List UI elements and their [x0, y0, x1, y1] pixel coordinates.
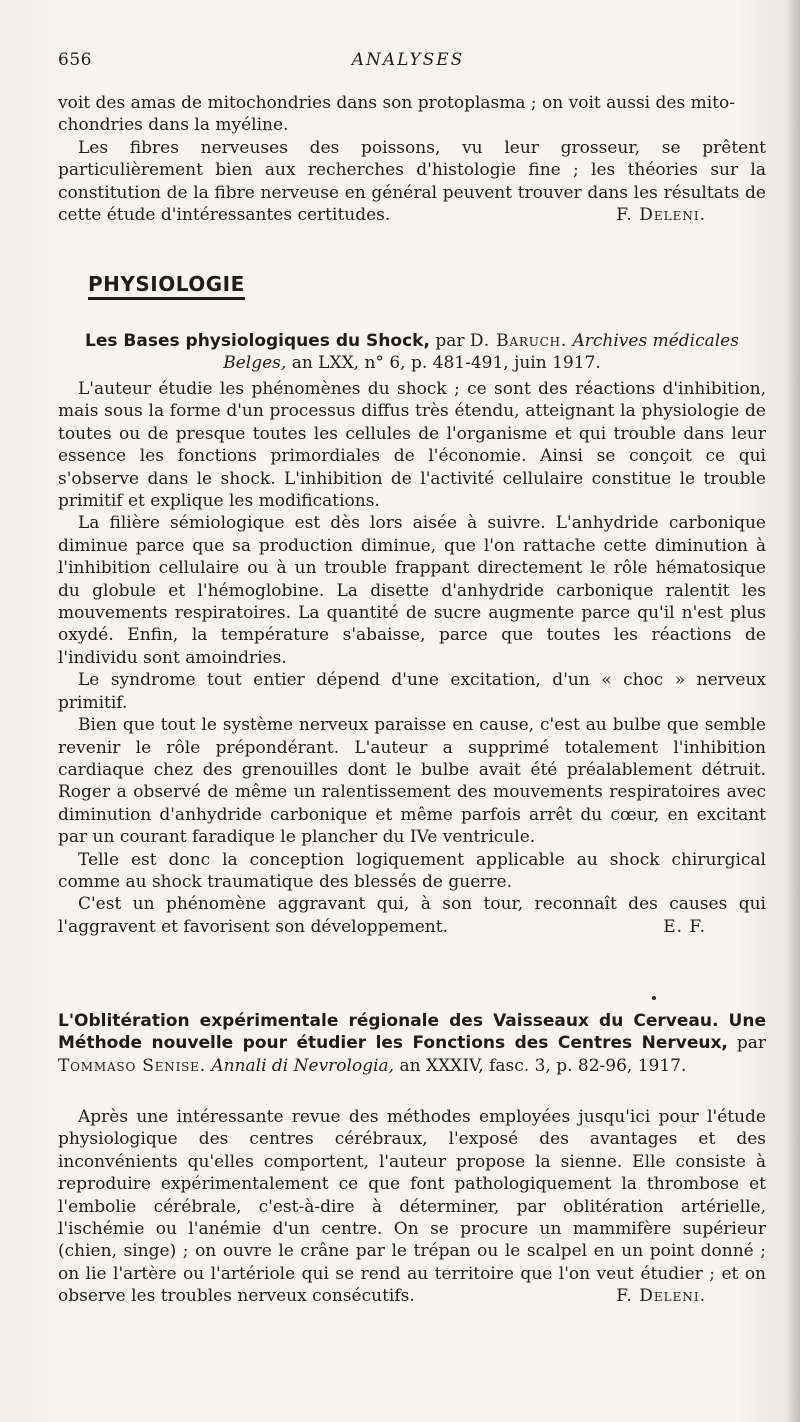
- article2-heading: [58, 1010, 766, 1077]
- article2-title: L'Oblitération expérimentale régionale des Vaisseaux du Cerveau. Une Méthode nouvelle pour étudier les Fonctions des Centres Nerveux,: [58, 1011, 766, 1054]
- article1-paragraph-1: L'auteur étudie les phénomènes du shock ; ce sont des réactions d'inhibition, mais sous la forme d'un processus diffus très étendu, atteignant la physiologie de toutes ou de presque toutes les cellules de l'organisme et qui trouble dans leur essence les fonctions primordiales de l'économie. Ainsi se conçoit ce qui s'observe dans le shock. L'inhibition de l'activité cellulaire constitue le trouble primitif et explique les modifications.: [58, 379, 766, 512]
- article1-journal: Archives médicales Belges,: [223, 331, 739, 374]
- article1-heading: [58, 330, 766, 375]
- article1-title: Les Bases physiologiques du Shock,: [85, 331, 430, 351]
- article1-paragraph-6: [58, 893, 766, 938]
- article2-paragraph-text: Après une intéressante revue des méthodes employées jusqu'ici pour l'étude physiologique des centres cérébraux, l'exposé des avantages et des inconvénients qu'elles comportent, l'auteur propose la sienne. Elle consiste à reproduire expérimentalement ce que font pathologiquement la thrombose et l'embolie cérébrale, c'est-à-dire à déterminer, par oblitération artérielle, l'ischémie ou l'anémie d'un centre. On se procure un mammifère supérieur (chien, singe) ; on ouvre le crâne par le trépan ou le scalpel en un point donné ; on lie l'artère ou l'artériole qui se rend au territoire que l'on veut étudier ; et on observe les troubles nerveux consécutifs.: [58, 1107, 766, 1307]
- article1-signature: E. F.: [663, 916, 706, 937]
- article2-journal: Annali di Nevrologia,: [211, 1055, 395, 1076]
- ink-dot: [652, 996, 656, 1000]
- intro-paragraph-text: Les fibres nerveuses des poissons, vu leur grosseur, se prêtent particulièrement bien aux recherches d'histologie fine ; les théories sur la constitution de la fibre nerveuse en général peuvent trouver dans les résultats de cette étude d'intéressantes certitudes.: [58, 137, 766, 226]
- intro-signature: F. Deleni.: [616, 205, 706, 226]
- article1-author: D. Baruch.: [469, 331, 568, 351]
- article2-par: par: [736, 1033, 767, 1054]
- article1-paragraph-4: Bien que tout le système nerveux paraisse en cause, c'est au bulbe que semble revenir le rôle prépondérant. L'auteur a supprimé totalement l'inhibition cardiaque chez des grenouilles dont le bulbe avait été préalablement détruit. Roger a observé de même un ralentissement des mouvements respiratoires avec diminution d'anhydride carbonique et même parfois arrêt du cœur, en excitant par un courant faradique le plancher du IVe ventricule.: [58, 715, 766, 848]
- page-edge-shadow: [786, 0, 800, 1422]
- section-heading: PHYSIOLOGIE: [88, 272, 245, 300]
- article2-author: Tommaso Senise.: [58, 1055, 206, 1076]
- page-number: 656: [58, 50, 92, 70]
- article1-citation: an LXX, n° 6, p. 481-491, juin 1917.: [291, 353, 601, 374]
- article1-paragraph-6-text: C'est un phénomène aggravant qui, à son tour, reconnaît des causes qui l'aggravent et favorisent son développement.: [58, 894, 766, 937]
- article1-body: [58, 378, 766, 938]
- article2-paragraph: [58, 1106, 766, 1308]
- running-title: ANALYSES: [351, 50, 465, 70]
- intro-line-1: voit des amas de mitochondries dans son protoplasma ; on voit aussi des mito-: [58, 93, 735, 113]
- article1-paragraph-5: Telle est donc la conception logiquement applicable au shock chirurgical comme au shock traumatique des blessés de guerre.: [58, 849, 766, 892]
- article2-signature: F. Deleni.: [616, 1286, 706, 1307]
- article2-citation: an XXXIV, fasc. 3, p. 82-96, 1917.: [399, 1055, 687, 1076]
- intro-line-2: chondries dans la myéline.: [58, 115, 289, 136]
- intro-paragraph: [58, 137, 766, 227]
- intro-block: [58, 92, 766, 226]
- page-header: [58, 50, 758, 74]
- article1-par: par: [435, 331, 465, 351]
- article2-body: [58, 1106, 766, 1308]
- article1-paragraph-3: Le syndrome tout entier dépend d'une excitation, d'un « choc » nerveux primitif.: [58, 670, 766, 713]
- article1-paragraph-2: La filière sémiologique est dès lors aisée à suivre. L'anhydride carbonique diminue parce que sa production diminue, que l'on rattache cette diminution à l'inhibition cellulaire ou à un trouble frappant directement le rôle hématosique du globule et l'hémoglobine. La disette d'anhydride carbonique ralentit les mouvements respiratoires. La quantité de sucre augmente parce qu'il n'est plus oxydé. Enfin, la température s'abaisse, parce que toutes les réactions de l'individu sont amoindries.: [58, 513, 766, 668]
